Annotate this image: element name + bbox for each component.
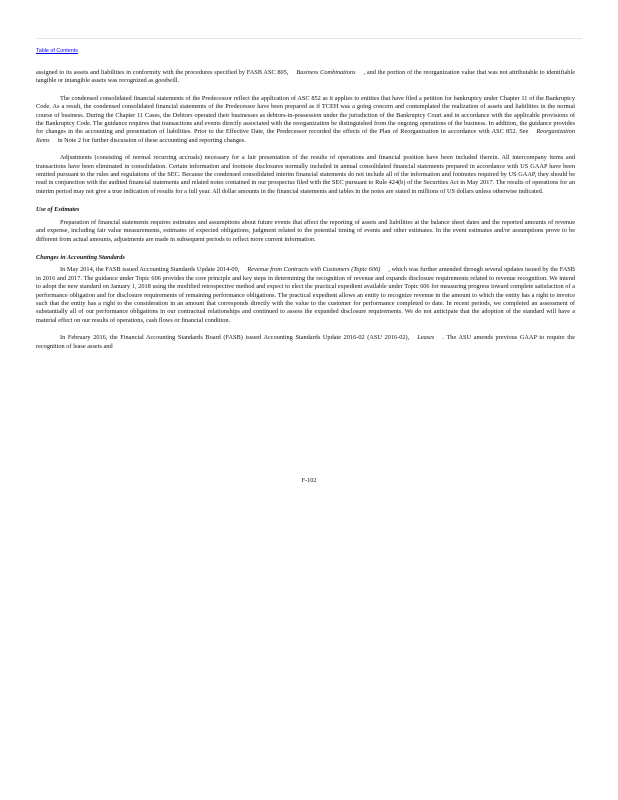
paragraph-text: . The ASU amends previous GAAP to require the recognition of lease assets and <box>36 334 575 350</box>
paragraph-reorganization-value <box>36 69 575 86</box>
header-divider <box>36 38 582 39</box>
italic-reference: Business Combinations <box>296 69 356 76</box>
paragraph-text: , which was further amended through several updates issued by the FASB in 2016 and 2017. The guidance under Topic 606 provides the core principle and key steps in determining the recognition of revenue and expands disclosure requirements related to revenue recognition. We intend to adopt the new standard on January 1, 2018 using the modified retrospective method and expect to elect the practical expedient available under Topic 606 for measuring progress toward complete satisfaction of a performance obligation and for disclosure requirements of remaining performance obligations. The practical expedient allows an entity to recognize revenue in the amount to which the entity has a right to invoice such that the entity has a right to the consideration in an amount that corresponds directly with the value to the customer for performance completed to date. In recent periods, we completed an assessment of substantially all of our performance obligations in our contractual relationships and continued to assess the expanded disclosure requirements. We do not anticipate that the adoption of the standard will have a material effect on our results of operations, cash flows or financial condition. <box>36 266 576 324</box>
paragraph-revenue-standard <box>36 266 575 325</box>
heading-use-of-estimates: Use of Estimates <box>36 206 80 214</box>
paragraph-text: , and the portion of the reorganization value that was not attributable to identifiable tangible or intangible assets was recognized as goodwill. <box>36 69 575 85</box>
italic-reference: Leases <box>417 334 435 342</box>
paragraph-text: In May 2014, the FASB issued Accounting Standards Update 2014-09, <box>60 266 240 274</box>
italic-reference: Reorganization Items <box>36 128 575 144</box>
document-body <box>36 69 575 360</box>
paragraph-adjustments: Adjustments (consisting of normal recurring accruals) necessary for a fair presentation of the results of operations and financial position have been included therein. All intercompany items and transactions have been eliminated in consolidation. Certain information and footnote disclosures normally included in annual consolidated financial statements prepared in accordance with US GAAP have been omitted pursuant to the rules and regulations of the SEC. Because the condensed consolidated interim financial statements do not include all of the information and footnotes required by US GAAP, they should be read in conjunction with the audited financial statements and related notes contained in our prospectus filed with the SEC pursuant to Rule 424(b) of the Securities Act in May 2017. The results of operations for an interim period may not give a true indication of results for a full year. All dollar amounts in the financial statements and tables in the notes are stated in millions of US dollars unless otherwise indicated. <box>36 154 575 195</box>
paragraph-predecessor <box>36 95 575 145</box>
paragraph-text: In February 2016, the Financial Accounting Standards Board (FASB) issued Accounting Standards Update 2016-02 (ASU 2016-02), <box>60 334 410 342</box>
paragraph-text: assigned to its assets and liabilities in conformity with the procedures specified by FASB ASC 805, <box>36 69 289 76</box>
italic-reference: Revenue from Contracts with Customers (Topic 606) <box>247 266 381 274</box>
paragraph-estimates: Preparation of financial statements requires estimates and assumptions about future events that affect the reporting of assets and liabilities at the balance sheet dates and the reported amounts of revenue and expense, including fair value measurements, estimates of expected obligations, judgment related to the potential timing of events and other estimates. In the event estimates and/or assumptions prove to be different from actual amounts, adjustments are made in subsequent periods to reflect more current information. <box>36 218 575 243</box>
page-number: F-102 <box>301 477 317 484</box>
table-of-contents-link[interactable]: Table of Contents <box>36 48 78 54</box>
heading-changes-in-accounting-standards: Changes in Accounting Standards <box>36 253 125 261</box>
paragraph-text: in Note 2 for further discussion of these accounting and reporting changes. <box>57 136 246 144</box>
paragraph-leases-standard <box>36 334 575 351</box>
paragraph-text: The condensed consolidated financial statements of the Predecessor reflect the application of ASC 852 as it applies to entities that have filed a petition for bankruptcy under Chapter 11 of the Bankruptcy Code. As a result, the condensed consolidated financial statements of the Predecessor have been prepared as if TCEH was a going concern and contemplated the realization of assets and liabilities in the normal course of business. During the Chapter 11 Cases, the Debtors operated their businesses as debtors-in-possession under the jurisdiction of the Bankruptcy Court and in accordance with the applicable provisions of the Bankruptcy Code. The guidance requires that transactions and events directly associated with the reorganization be distinguished from the ongoing operations of the business. In addition, the guidance provides for changes in the accounting and presentation of liabilities. Prior to the Effective Date, the Predecessor recorded the effects of the Plan of Reorganization in accordance with ASC 852. See <box>36 94 575 136</box>
